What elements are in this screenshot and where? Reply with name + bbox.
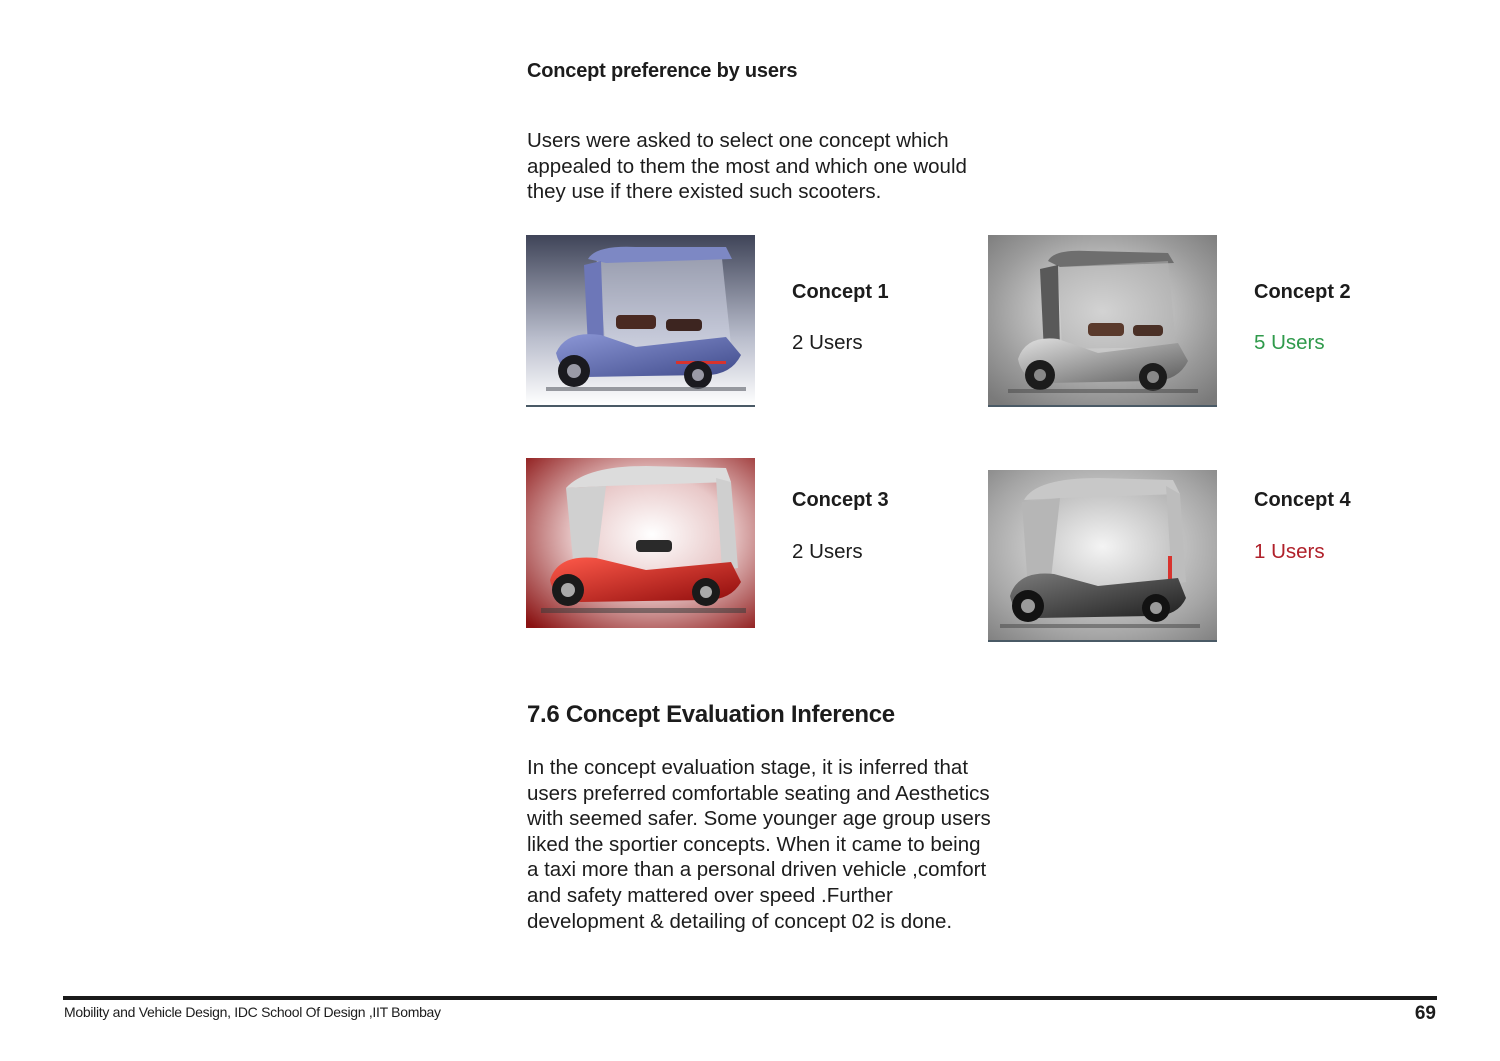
concept-3-image	[526, 458, 755, 628]
concept-3-users: 2 Users	[792, 540, 863, 563]
concept-1-users: 2 Users	[792, 331, 863, 354]
section-heading: Concept preference by users	[527, 60, 798, 82]
concept-3-title: Concept 3	[792, 489, 889, 511]
footer-divider	[63, 996, 1437, 1000]
concept-1-title: Concept 1	[792, 281, 889, 303]
intro-paragraph: Users were asked to select one concept which appealed to them the most and which one would they use if there existed such scooters.	[527, 129, 967, 203]
concept-2-title: Concept 2	[1254, 281, 1351, 303]
footer-text: Mobility and Vehicle Design, IDC School Of Design ,IIT Bombay	[64, 1004, 441, 1020]
page-number: 69	[1414, 1003, 1436, 1024]
concept-4-users: 1 Users	[1254, 540, 1325, 563]
concept-4-title: Concept 4	[1254, 489, 1351, 511]
concept-1-image	[526, 235, 755, 407]
concept-4-image	[988, 470, 1217, 642]
inference-heading: 7.6 Concept Evaluation Inference	[527, 701, 895, 728]
concept-2-image	[988, 235, 1217, 407]
inference-paragraph: In the concept evaluation stage, it is inferred that users preferred comfortable seating and Aesthetics with seemed safer. Some younger age group users liked the sportier concepts. When it came to being a taxi more than a personal driven vehicle ,comfort and safety mattered over speed .Further development & detailing of concept 02 is done.	[527, 756, 991, 933]
concept-2-users: 5 Users	[1254, 331, 1325, 354]
